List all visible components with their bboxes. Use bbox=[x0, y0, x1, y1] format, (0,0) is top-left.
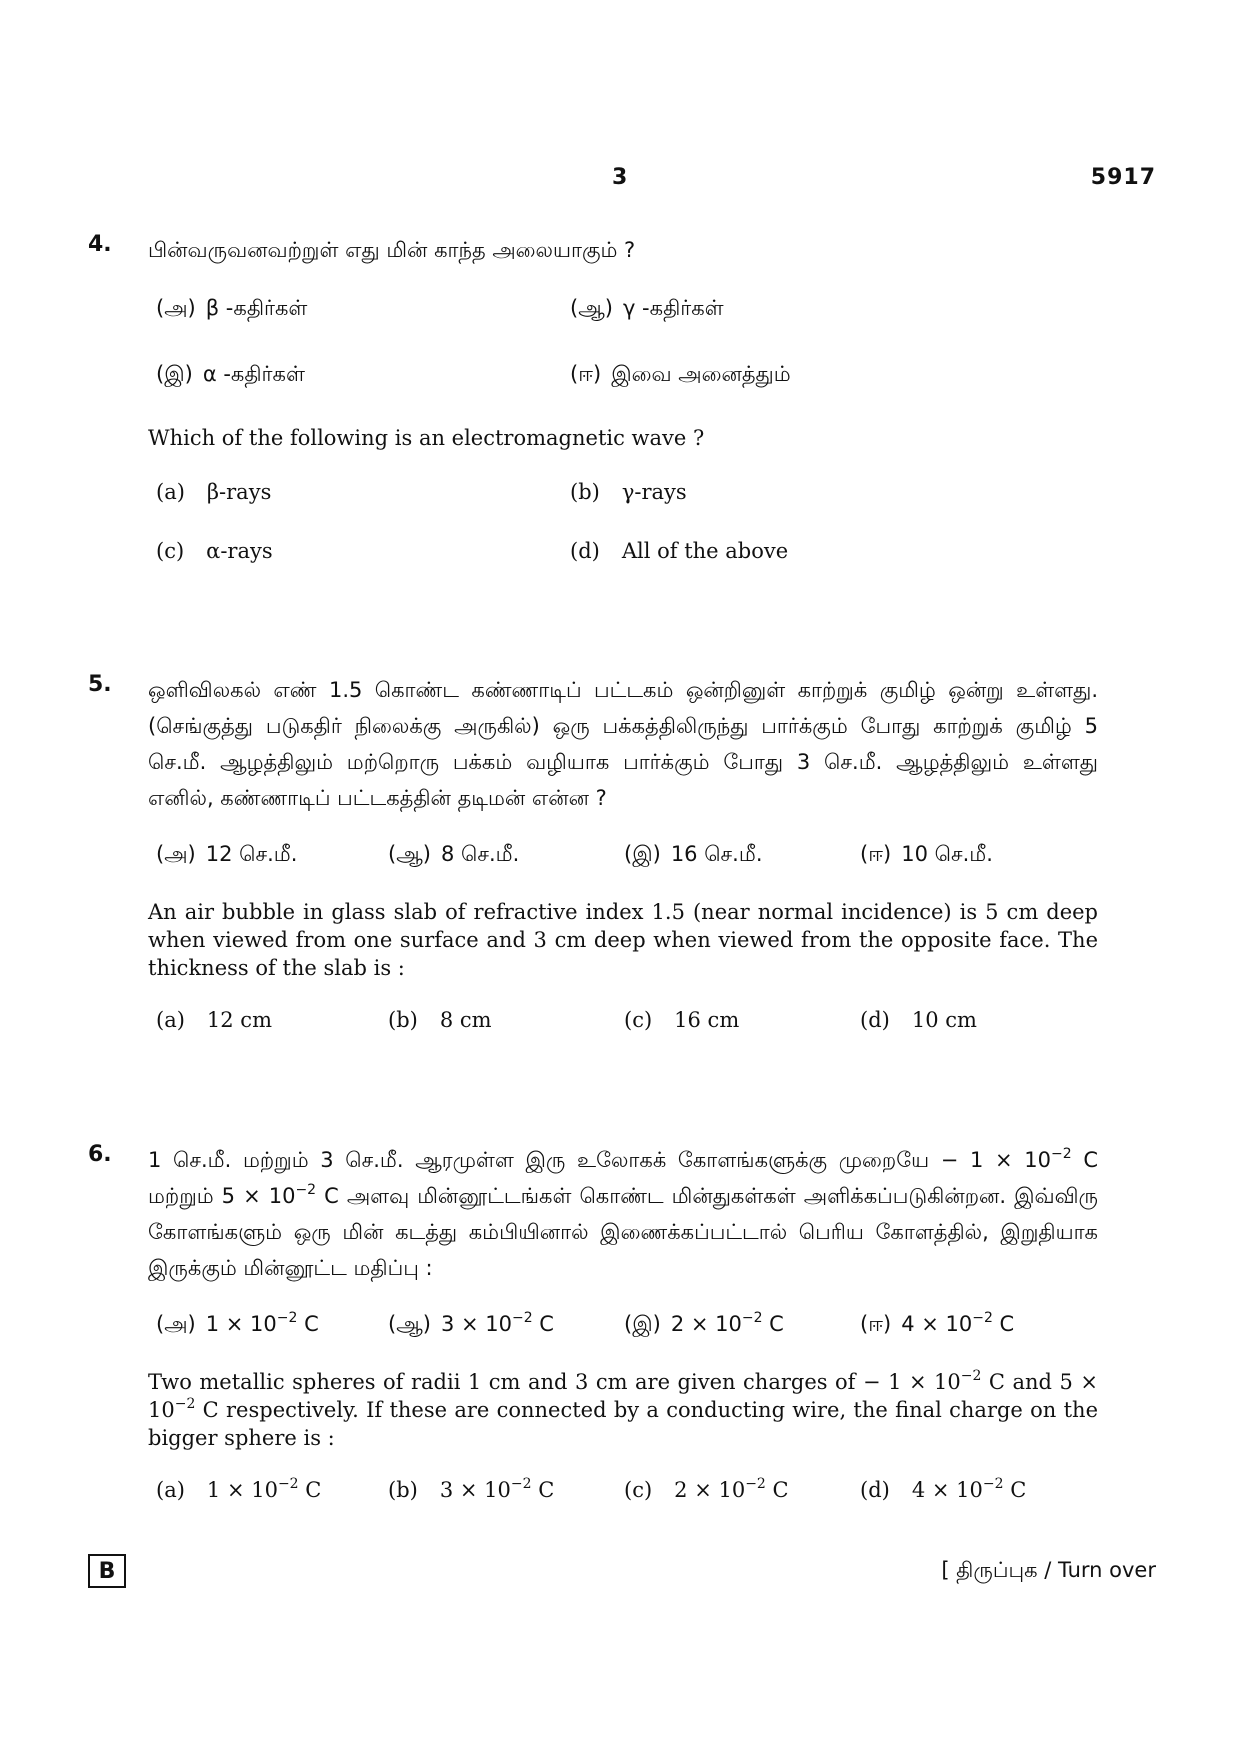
option-label: (அ) bbox=[156, 842, 196, 866]
page-number: 3 bbox=[612, 165, 628, 190]
option-text: 10 செ.மீ. bbox=[901, 842, 993, 866]
option-label: (d) bbox=[860, 1478, 890, 1502]
option-label: (ஈ) bbox=[860, 1312, 892, 1336]
options-row bbox=[148, 362, 1098, 392]
option-text: 8 cm bbox=[439, 1008, 492, 1032]
mantissa: 4 × 10 bbox=[911, 1478, 983, 1502]
option bbox=[156, 362, 305, 389]
exponent: −2 bbox=[972, 1310, 993, 1326]
option-text: இவை அனைத்தும் bbox=[611, 362, 791, 386]
options-row bbox=[148, 1008, 1098, 1038]
option-text: γ-rays bbox=[621, 480, 687, 504]
text-run: C மற்றும் 5 × 10 bbox=[148, 1148, 1098, 1208]
paper-code: 5917 bbox=[1090, 165, 1156, 190]
option-text: 12 செ.மீ. bbox=[205, 842, 298, 866]
option-text: γ -கதிர்கள் bbox=[622, 296, 724, 320]
option bbox=[388, 1478, 554, 1502]
text-run: − 1 × 10 bbox=[940, 1148, 1052, 1172]
option-label: (ஈ) bbox=[570, 362, 602, 386]
option bbox=[156, 480, 271, 504]
option bbox=[570, 362, 791, 389]
series-code-box: B bbox=[88, 1554, 126, 1588]
option-label: (b) bbox=[388, 1478, 418, 1502]
option-text: 8 செ.மீ. bbox=[440, 842, 520, 866]
mantissa: 3 × 10 bbox=[439, 1478, 511, 1502]
unit: C bbox=[298, 1478, 322, 1502]
option-text bbox=[207, 1478, 321, 1502]
option bbox=[860, 1008, 977, 1032]
exponent: −2 bbox=[745, 1476, 766, 1492]
option-label: (c) bbox=[624, 1478, 653, 1502]
option-text bbox=[671, 1312, 784, 1336]
option-text bbox=[912, 1478, 1026, 1502]
text-run: C respectively. If these are connected by a conducting wire, the final charge on the bigger sphere is : bbox=[148, 1398, 1098, 1450]
option-label: (ஆ) bbox=[570, 296, 613, 320]
option-text: All of the above bbox=[621, 539, 789, 563]
option-text: β -கதிர்கள் bbox=[205, 296, 308, 320]
option bbox=[624, 1312, 784, 1339]
exponent: −2 bbox=[510, 1476, 532, 1492]
option bbox=[156, 1478, 321, 1502]
exponent: −2 bbox=[277, 1476, 299, 1492]
options-row bbox=[148, 842, 1098, 872]
question-text-english bbox=[148, 1368, 1098, 1452]
option-label: (இ) bbox=[624, 842, 661, 866]
option-text bbox=[441, 1312, 554, 1336]
option-label: (a) bbox=[156, 480, 185, 504]
question-body bbox=[148, 1142, 1098, 1508]
unit: C bbox=[992, 1312, 1015, 1336]
unit: C bbox=[297, 1312, 319, 1336]
text-run: C அளவு மின்னூட்டங்கள் கொண்ட மின்துகள்கள் bbox=[316, 1184, 796, 1208]
option bbox=[860, 842, 993, 869]
option bbox=[156, 539, 273, 563]
question-text-english: Which of the following is an electromagnetic wave ? bbox=[148, 426, 705, 450]
options-row bbox=[148, 1478, 1098, 1508]
option bbox=[624, 842, 763, 869]
unit: C bbox=[1003, 1478, 1027, 1502]
text-run: C and 5 × 10 bbox=[148, 1370, 1098, 1422]
option-text: 10 cm bbox=[911, 1008, 977, 1032]
unit: C bbox=[762, 1312, 784, 1336]
text-run: Two metallic spheres of radii 1 cm and 3 cm are given charges of − 1 × 10 bbox=[148, 1370, 961, 1394]
option-label: (a) bbox=[156, 1008, 185, 1032]
exponent: −2 bbox=[511, 1310, 533, 1326]
option-label: (இ) bbox=[156, 362, 193, 386]
option bbox=[388, 1312, 554, 1339]
exponent: −2 bbox=[982, 1476, 1004, 1492]
question-body bbox=[148, 672, 1098, 1038]
mantissa: 3 × 10 bbox=[440, 1312, 512, 1336]
option-label: (அ) bbox=[156, 1312, 196, 1336]
mantissa: 2 × 10 bbox=[670, 1312, 742, 1336]
option bbox=[388, 1008, 492, 1032]
question-text-tamil bbox=[148, 1142, 1098, 1286]
options-row bbox=[148, 296, 1098, 326]
option-label: (c) bbox=[156, 539, 185, 563]
option-label: (ஆ) bbox=[388, 1312, 431, 1336]
option-text: α -கதிர்கள் bbox=[202, 362, 305, 386]
option-label: (b) bbox=[570, 480, 600, 504]
option bbox=[388, 842, 519, 869]
option-label: (d) bbox=[860, 1008, 890, 1032]
turn-over-note: [ திருப்புக / Turn over bbox=[941, 1558, 1156, 1582]
option-text bbox=[674, 1478, 788, 1502]
question-number: 6. bbox=[88, 1142, 112, 1167]
exponent: −2 bbox=[960, 1368, 982, 1384]
option bbox=[156, 1008, 272, 1032]
option-label: (b) bbox=[388, 1008, 418, 1032]
option-text bbox=[901, 1312, 1014, 1336]
option-label: (ஈ) bbox=[860, 842, 892, 866]
question-text-english: An air bubble in glass slab of refractive index 1.5 (near normal incidence) is 5 cm deep when viewed from one surface and 3 cm deep when viewed from the opposite face. The thickness of the slab is : bbox=[148, 900, 1098, 980]
question-number: 5. bbox=[88, 672, 112, 697]
unit: C bbox=[532, 1312, 554, 1336]
option-label: (c) bbox=[624, 1008, 653, 1032]
exponent: −2 bbox=[1051, 1146, 1072, 1162]
option bbox=[570, 296, 724, 323]
option-text bbox=[440, 1478, 554, 1502]
unit: C bbox=[531, 1478, 555, 1502]
mantissa: 1 × 10 bbox=[205, 1312, 277, 1336]
question-number: 4. bbox=[88, 232, 112, 257]
text-run: 1 செ.மீ. மற்றும் 3 செ.மீ. ஆரமுள்ள இரு உலோகக் கோளங்களுக்கு முறையே bbox=[148, 1148, 930, 1172]
option-text bbox=[206, 1312, 319, 1336]
option-text: β-rays bbox=[206, 480, 272, 504]
unit: C bbox=[765, 1478, 789, 1502]
options-row bbox=[148, 1312, 1098, 1342]
mantissa: 1 × 10 bbox=[206, 1478, 278, 1502]
option-label: (d) bbox=[570, 539, 600, 563]
exponent: −2 bbox=[741, 1310, 763, 1326]
mantissa: 4 × 10 bbox=[901, 1312, 973, 1336]
question-body bbox=[148, 232, 1098, 569]
option bbox=[860, 1312, 1014, 1339]
option bbox=[156, 1312, 319, 1339]
option-text: α-rays bbox=[206, 539, 273, 563]
option-label: (a) bbox=[156, 1478, 185, 1502]
text-run: அளிக்கப்படுகின்றன. இவ்விரு கோளங்களும் ஒரு மின் கடத்து கம்பியினால் இணைக்கப்பட்டால் பெரிய கோளத்தில், இறுதியாக இருக்கும் மின்னூட்ட மதிப்பு : bbox=[148, 1184, 1098, 1280]
option bbox=[570, 480, 687, 504]
option-text: 16 cm bbox=[674, 1008, 740, 1032]
option bbox=[156, 296, 307, 323]
option bbox=[570, 539, 788, 563]
option bbox=[624, 1478, 789, 1502]
option bbox=[860, 1478, 1026, 1502]
exponent: −2 bbox=[174, 1396, 196, 1412]
exponent: −2 bbox=[295, 1182, 317, 1198]
options-row bbox=[148, 539, 1098, 569]
exponent: −2 bbox=[276, 1310, 298, 1326]
mantissa: 2 × 10 bbox=[674, 1478, 746, 1502]
options-row bbox=[148, 480, 1098, 510]
option-label: (ஆ) bbox=[388, 842, 431, 866]
option-text: 12 cm bbox=[206, 1008, 272, 1032]
option bbox=[624, 1008, 739, 1032]
question-text-tamil: பின்வருவனவற்றுள் எது மின் காந்த அலையாகும் ? bbox=[148, 238, 636, 262]
option-label: (அ) bbox=[156, 296, 196, 320]
option-label: (இ) bbox=[624, 1312, 661, 1336]
question-text-tamil: ஒளிவிலகல் எண் 1.5 கொண்ட கண்ணாடிப் பட்டகம் ஒன்றினுள் காற்றுக் குமிழ் ஒன்று உள்ளது. (செங்குத்து படுகதிர் நிலைக்கு அருகில்) ஒரு பக்கத்திலிருந்து பார்க்கும் போது காற்றுக் குமிழ் 5 செ.மீ. ஆழத்திலும் மற்றொரு பக்கம் வழியாக பார்க்கும் போது 3 செ.மீ. ஆழத்திலும் உள்ளது எனில், கண்ணாடிப் பட்டகத்தின் தடிமன் என்ன ? bbox=[148, 678, 1098, 810]
option bbox=[156, 842, 297, 869]
option-text: 16 செ.மீ. bbox=[670, 842, 763, 866]
